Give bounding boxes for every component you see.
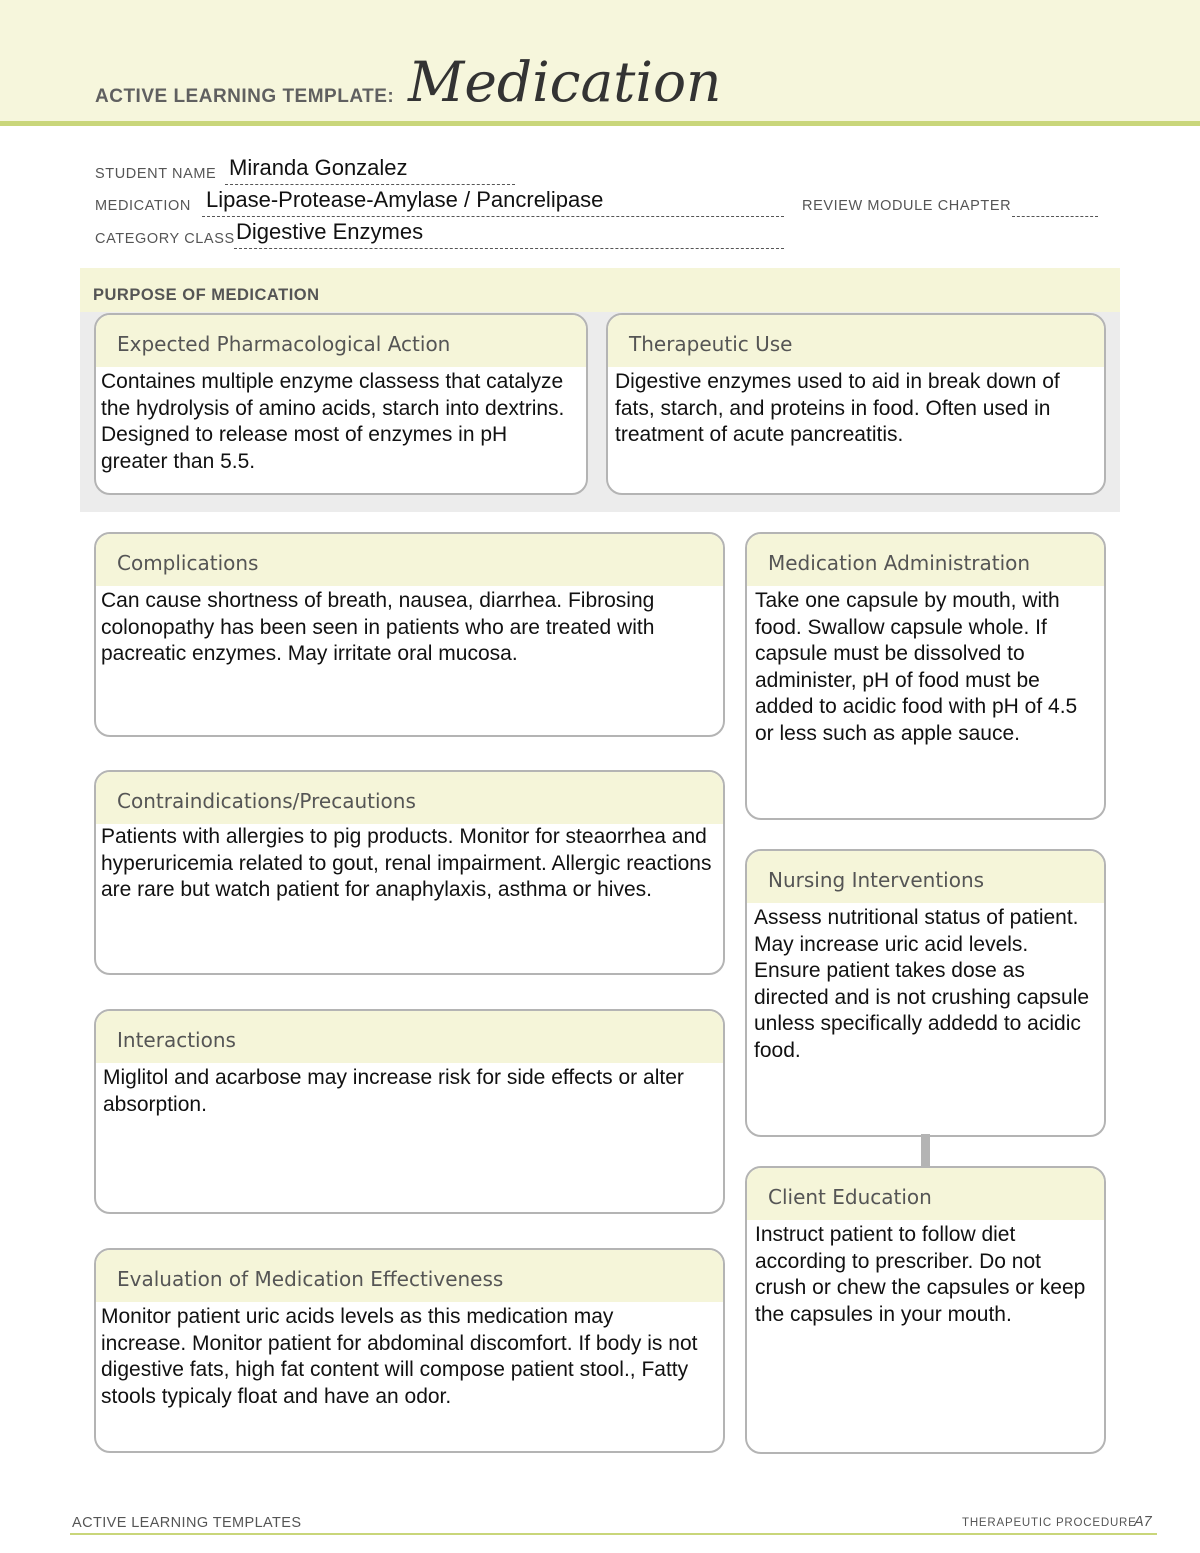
purpose-label: PURPOSE OF MEDICATION: [93, 286, 320, 304]
card-text[interactable]: Digestive enzymes used to aid in break down of fats, starch, and proteins in food. Often used in treatment of acute pancreatitis.: [615, 370, 1060, 446]
connector: [921, 1134, 930, 1166]
card-text[interactable]: Monitor patient uric acids levels as this medication may increase. Monitor patient for abdominal discomfort. If body is not digestive fats, high fat content will compose patient stool., Fatty stools typicaly float and have an odor.: [101, 1305, 698, 1408]
card-text[interactable]: Patients with allergies to pig products. Monitor for steaorrhea and hyperuricemia related to gout, renal impairment. Allergic reactions are rare but watch patient for anaphylaxis, asthma or hives.: [101, 825, 712, 901]
card-text[interactable]: Take one capsule by mouth, with food. Swallow capsule whole. If capsule must be dissolved to administer, pH of food must be added to acidic food with pH of 4.5 or less such as apple sauce.: [755, 589, 1078, 745]
category-class-line: [234, 248, 784, 249]
card-complications: [94, 532, 725, 737]
card-contraindications: [94, 770, 725, 975]
card-text[interactable]: Instruct patient to follow diet according to prescriber. Do not crush or chew the capsules or keep the capsules in your mouth.: [755, 1223, 1086, 1326]
medication-field[interactable]: Lipase-Protease-Amylase / Pancrelipase: [206, 187, 604, 212]
card-text[interactable]: Miglitol and acarbose may increase risk for side effects or alter absorption.: [103, 1066, 684, 1116]
footer-right: THERAPEUTIC PROCEDURE: [962, 1517, 1137, 1529]
category-class-label: CATEGORY CLASS: [95, 231, 235, 247]
card-title: Contraindications/Precautions: [96, 772, 723, 824]
card-nursing-interventions: [745, 849, 1106, 1137]
card-title: Medication Administration: [747, 534, 1104, 586]
header-rule: [0, 121, 1200, 126]
card-title: Nursing Interventions: [747, 851, 1104, 903]
template-label: ACTIVE LEARNING TEMPLATE:: [95, 86, 395, 107]
card-title: Interactions: [96, 1011, 723, 1063]
student-name-field[interactable]: Miranda Gonzalez: [229, 155, 408, 180]
card-title: Expected Pharmacological Action: [96, 315, 586, 367]
medication-label: MEDICATION: [95, 198, 191, 214]
student-name-label: STUDENT NAME: [95, 166, 217, 182]
review-module-line: [1012, 216, 1098, 217]
card-text[interactable]: Assess nutritional status of patient. May increase uric acid levels. Ensure patient takes dose as directed and is not crushing capsule unless specifically addedd to acidic food.: [754, 906, 1090, 1062]
student-name-line: [225, 184, 515, 185]
card-text[interactable]: Containes multiple enzyme classess that catalyze the hydrolysis of amino acids, starch into dextrins. Designed to release most of enzymes in pH greater than 5.5.: [101, 370, 565, 473]
card-expected-action: [94, 313, 588, 495]
footer-left: ACTIVE LEARNING TEMPLATES: [72, 1515, 302, 1531]
card-interactions: [94, 1009, 725, 1214]
card-client-education: [745, 1166, 1106, 1454]
page-title: Medication: [408, 50, 722, 114]
card-title: Client Education: [747, 1168, 1104, 1220]
card-title: Therapeutic Use: [608, 315, 1104, 367]
card-title: Complications: [96, 534, 723, 586]
card-medication-administration: [745, 532, 1106, 820]
category-class-field[interactable]: Digestive Enzymes: [236, 219, 424, 244]
card-title: Evaluation of Medication Effectiveness: [96, 1250, 723, 1302]
card-evaluation: [94, 1248, 725, 1453]
medication-line: [202, 216, 784, 217]
review-module-label: REVIEW MODULE CHAPTER: [802, 198, 1012, 214]
card-therapeutic-use: [606, 313, 1106, 495]
card-text[interactable]: Can cause shortness of breath, nausea, diarrhea. Fibrosing colonopathy has been seen in patients who are treated with pacreatic enzymes. May irritate oral mucosa.: [101, 589, 655, 665]
footer-rule: [70, 1533, 1157, 1535]
page-number: A7: [1134, 1514, 1152, 1530]
